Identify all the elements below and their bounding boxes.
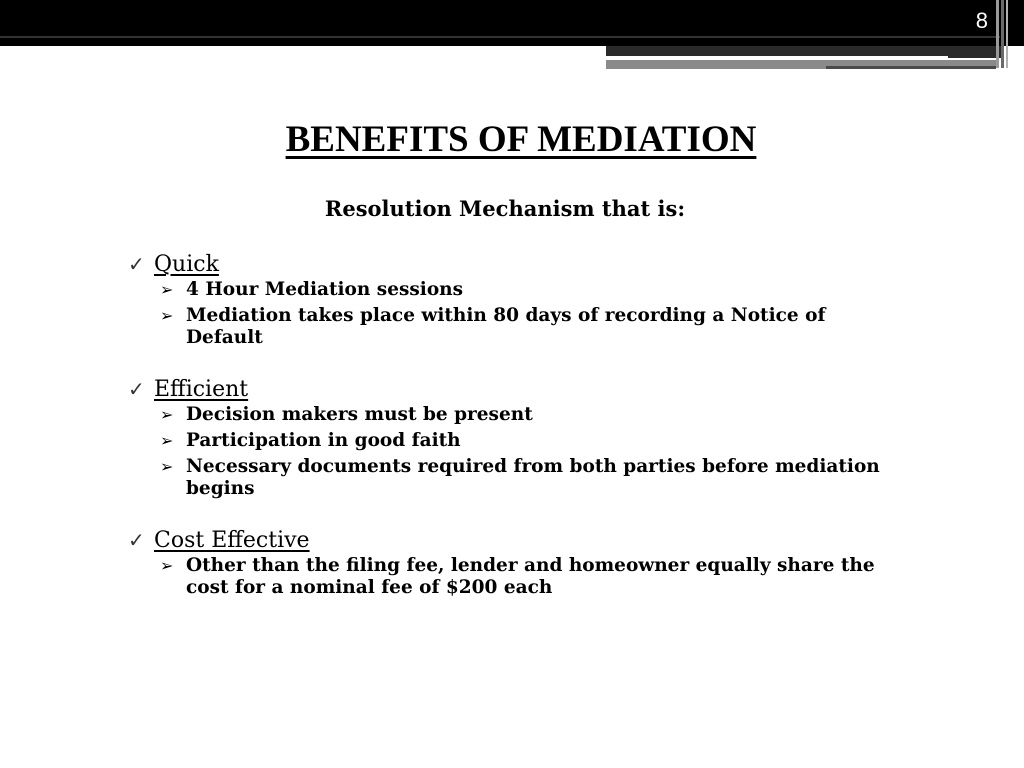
checkmark-icon: ✓ — [128, 528, 145, 552]
list-item: ➢ 4 Hour Mediation sessions — [160, 279, 464, 300]
list-item: ➢ Decision makers must be present — [160, 404, 533, 425]
arrow-bullet-icon: ➢ — [160, 405, 174, 424]
decorative-stripe — [606, 56, 948, 59]
section-label: Cost Effective — [154, 528, 310, 553]
section-cost-effective — [128, 528, 888, 599]
checkmark-icon: ✓ — [128, 377, 145, 401]
section-efficient — [128, 377, 888, 500]
slide-number: 8 — [975, 8, 988, 33]
checkmark-icon: ✓ — [128, 252, 145, 276]
section-label: Efficient — [154, 377, 249, 402]
decorative-vertical-bar — [1006, 0, 1008, 68]
arrow-bullet-icon: ➢ — [160, 280, 174, 299]
decorative-stripe — [826, 66, 996, 69]
arrow-bullet-icon: ➢ — [160, 431, 174, 450]
slide-title: BENEFITS OF MEDIATION — [285, 119, 757, 160]
decorative-vertical-bar — [996, 0, 999, 68]
decorative-vertical-bar — [1001, 0, 1004, 68]
arrow-bullet-icon: ➢ — [160, 306, 174, 325]
arrow-bullet-icon: ➢ — [160, 457, 174, 476]
list-item: ➢ Necessary documents required from both parties before mediation begins — [160, 456, 880, 499]
list-item: ➢ Other than the filing fee, lender and homeowner equally share the cost for a nominal fee of $200 each — [160, 555, 875, 598]
list-item: ➢ Participation in good faith — [160, 430, 461, 451]
slide-content — [128, 252, 888, 627]
arrow-bullet-icon: ➢ — [160, 556, 174, 575]
section-label: Quick — [154, 252, 219, 277]
header-bar — [0, 0, 1024, 46]
slide-subtitle: Resolution Mechanism that is: — [324, 196, 686, 221]
list-item: ➢ Mediation takes place within 80 days of recording a Notice of Default — [160, 305, 826, 348]
decorative-stripe — [0, 36, 1000, 38]
section-quick — [128, 252, 888, 349]
